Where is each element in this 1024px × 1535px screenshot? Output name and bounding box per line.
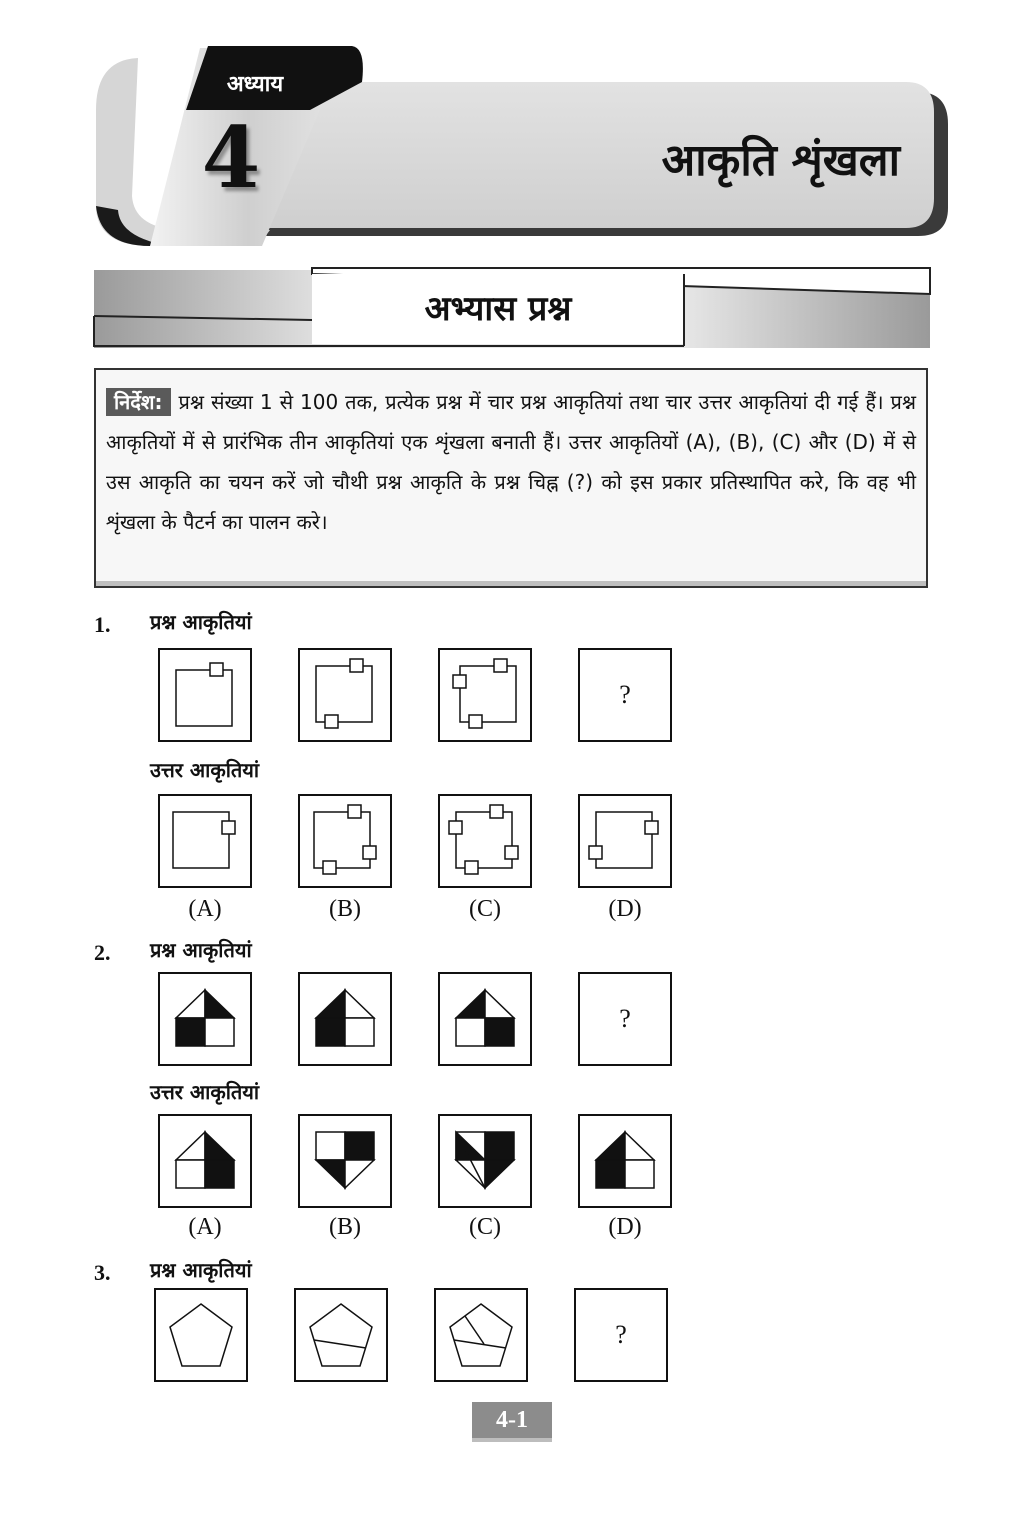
q3-problem-figure-3 bbox=[434, 1288, 528, 1382]
q1-option-c-figure[interactable] bbox=[438, 794, 532, 888]
question-3-number: 3. bbox=[94, 1260, 111, 1285]
q2-problem-figure-3 bbox=[438, 972, 532, 1066]
chapter-label: अध्याय bbox=[226, 72, 284, 97]
page-number: 4-1 bbox=[472, 1402, 552, 1438]
q3-question-mark-figure: ? bbox=[574, 1288, 668, 1382]
q1-problem-figure-1 bbox=[158, 648, 252, 742]
q2-problem-figure-1 bbox=[158, 972, 252, 1066]
q1-option-d-label: (D) bbox=[608, 896, 642, 922]
chapter-title: आकृति शृंखला bbox=[661, 135, 900, 186]
q1-option-b-label: (B) bbox=[329, 896, 361, 922]
q2-option-d-figure[interactable] bbox=[578, 1114, 672, 1208]
q1-option-a-label: (A) bbox=[188, 896, 222, 922]
q1-problem-figure-2 bbox=[298, 648, 392, 742]
question-1-problem-label: प्रश्न आकृतियां bbox=[150, 610, 252, 634]
directions-label: निर्देश: bbox=[106, 388, 171, 416]
q1-option-c-label: (C) bbox=[469, 896, 501, 922]
q1-option-b-figure[interactable] bbox=[298, 794, 392, 888]
q1-problem-figure-3 bbox=[438, 648, 532, 742]
question-2-answer-label: उत्तर आकृतियां bbox=[150, 1080, 260, 1104]
question-1-number: 1. bbox=[94, 612, 111, 637]
question-2-problem-label: प्रश्न आकृतियां bbox=[150, 938, 252, 962]
q3-problem-figure-2 bbox=[294, 1288, 388, 1382]
question-1-answer-label: उत्तर आकृतियां bbox=[150, 758, 260, 782]
q2-question-mark-figure: ? bbox=[578, 972, 672, 1066]
q2-option-b-figure[interactable] bbox=[298, 1114, 392, 1208]
q2-option-b-label: (B) bbox=[329, 1214, 361, 1240]
q2-option-a-label: (A) bbox=[188, 1214, 222, 1240]
q3-problem-figure-1 bbox=[154, 1288, 248, 1382]
directions-paragraph bbox=[106, 382, 916, 542]
directions-box bbox=[94, 368, 928, 588]
q2-option-c-label: (C) bbox=[469, 1214, 501, 1240]
question-3-problem-label: प्रश्न आकृतियां bbox=[150, 1258, 252, 1282]
q2-option-c-figure[interactable] bbox=[438, 1114, 532, 1208]
q2-problem-figure-2 bbox=[298, 972, 392, 1066]
q2-option-d-label: (D) bbox=[608, 1214, 642, 1240]
chapter-number: 4 bbox=[201, 108, 261, 207]
question-2-number: 2. bbox=[94, 940, 111, 965]
q1-option-a-figure[interactable] bbox=[158, 794, 252, 888]
section-title: अभ्यास प्रश्न bbox=[424, 289, 572, 329]
q2-option-a-figure[interactable] bbox=[158, 1114, 252, 1208]
q1-option-d-figure[interactable] bbox=[578, 794, 672, 888]
directions-text: प्रश्न संख्या 1 से 100 तक, प्रत्येक प्रश्न में चार प्रश्न आकृतियां तथा चार उत्तर आकृतियां दी गई हैं। प्रश्न आकृतियों में से प्रारंभिक तीन आकृतियां एक शृंखला बनाती हैं। उत्तर आकृतियों (A), (B), (C) और (D) में से उस आकृति का चयन करें जो चौथी प्रश्न आकृति के प्रश्न चिह्न (?) को इस प्रकार प्रतिस्थापित करे, कि वह भी शृंखला के पैटर्न का पालन करे। bbox=[106, 390, 916, 534]
q1-question-mark-figure: ? bbox=[578, 648, 672, 742]
